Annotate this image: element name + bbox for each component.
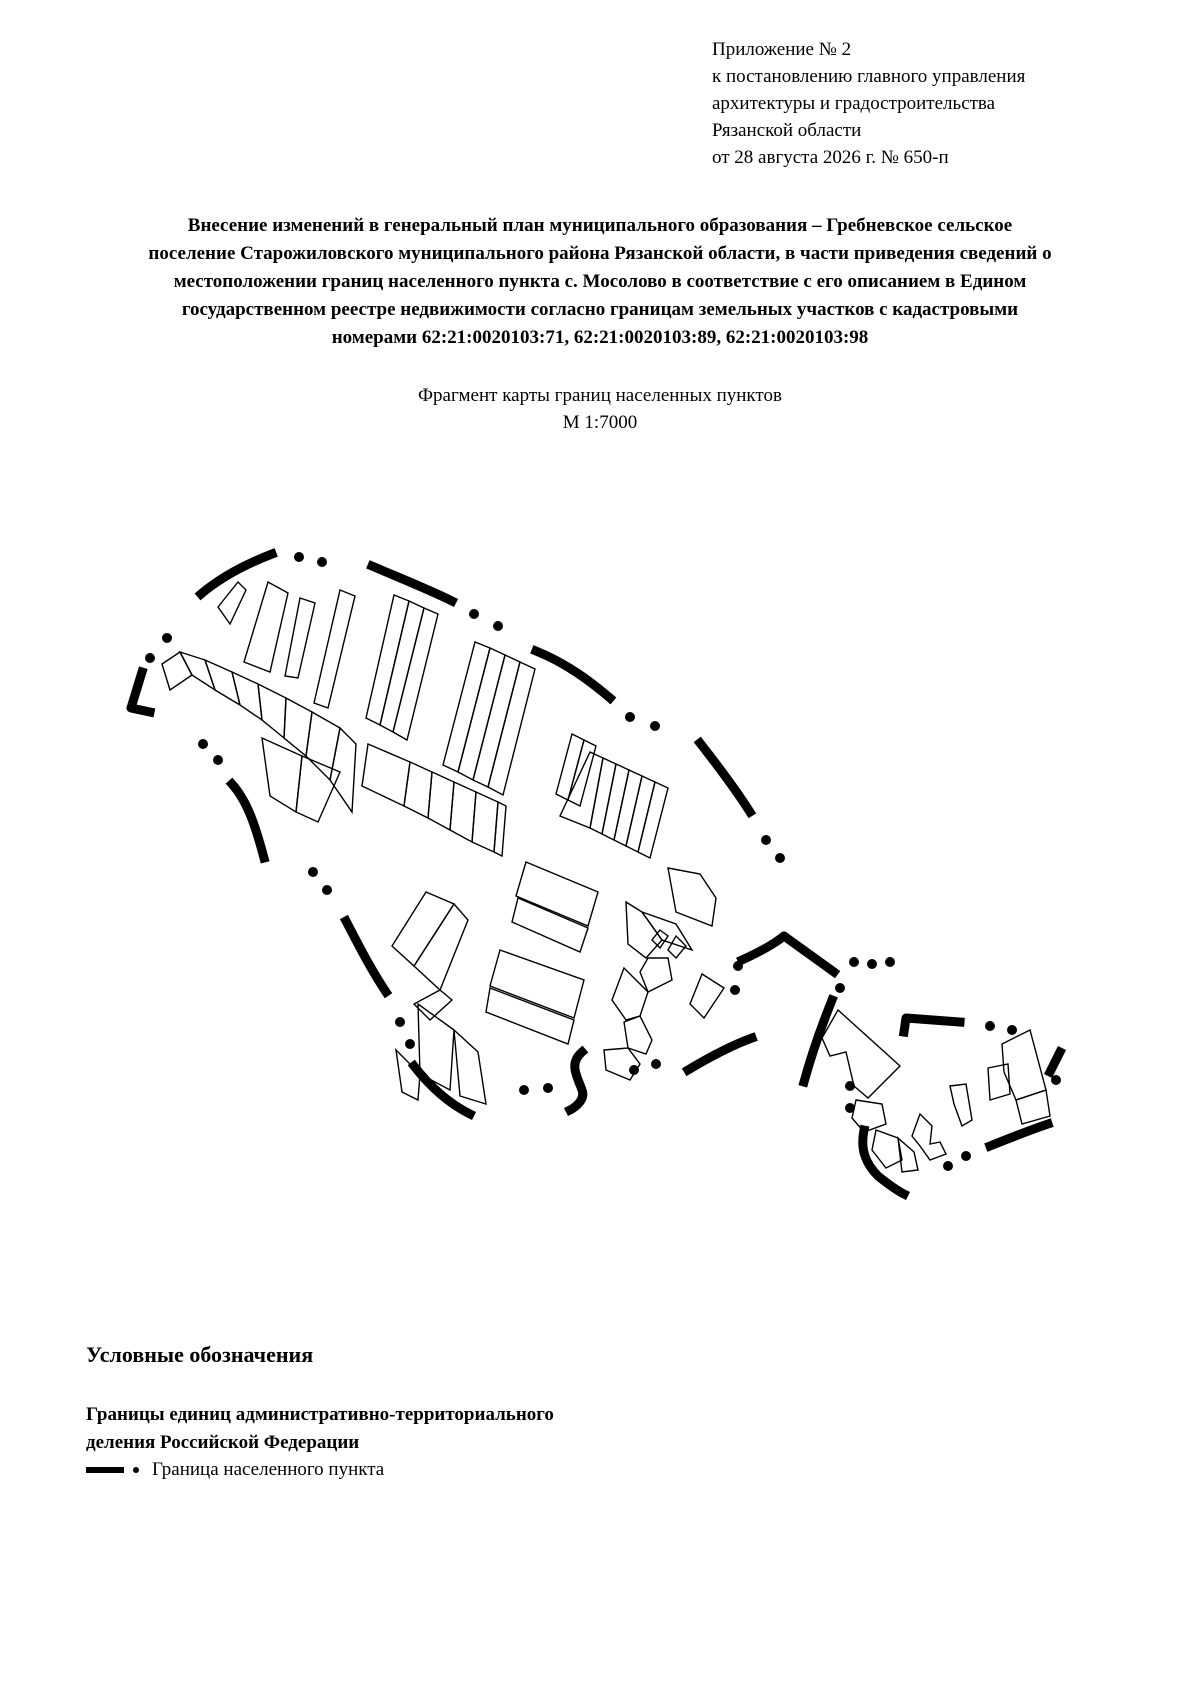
boundary-segment (990, 1124, 1048, 1146)
land-parcel (516, 862, 598, 926)
boundary-dot (519, 1085, 529, 1095)
boundary-dot (867, 959, 877, 969)
land-parcel (486, 988, 574, 1044)
land-parcel (626, 902, 662, 958)
map-caption (300, 382, 900, 436)
boundary-segment (570, 1052, 583, 1110)
boundary-dot (629, 1065, 639, 1075)
boundary-segment (201, 554, 272, 594)
land-parcel (443, 642, 490, 772)
land-parcel (244, 582, 288, 672)
title-line: поселение Старожиловского муниципального района Рязанской области, в части приведения сведений о (148, 243, 1052, 264)
boundary-dot (961, 1151, 971, 1161)
boundary-segment (700, 743, 750, 812)
land-parcel (988, 1064, 1010, 1100)
legend-group-title (86, 1401, 554, 1457)
legend-group-line: деления Российской Федерации (86, 1432, 360, 1453)
boundary-dot (845, 1103, 855, 1113)
settlement-boundary-symbol-icon (86, 1464, 142, 1476)
land-parcel (285, 598, 315, 678)
land-parcel (602, 764, 629, 840)
land-parcel (162, 652, 192, 690)
boundary-dot (730, 985, 740, 995)
land-parcel (314, 590, 355, 708)
map-scale: М 1:7000 (562, 412, 638, 433)
land-parcel (1016, 1090, 1050, 1124)
boundary-segment (742, 936, 834, 972)
boundary-dot (845, 1081, 855, 1091)
land-parcel (604, 1048, 640, 1080)
annex-block (712, 36, 1025, 171)
land-parcel (950, 1084, 972, 1126)
boundary-segment (372, 566, 452, 601)
land-parcel (380, 601, 424, 732)
boundary-dot (651, 1059, 661, 1069)
land-parcel (872, 1130, 902, 1168)
boundary-dot (322, 885, 332, 895)
title-line: государственном реестре недвижимости согласно границам земельных участков с кадастровыми (181, 299, 1019, 320)
boundary-dot (849, 957, 859, 967)
title-line: Внесение изменений в генеральный план муниципального образования – Гребневское сельское (187, 215, 1013, 236)
land-parcel (488, 662, 535, 795)
boundary-dot (162, 633, 172, 643)
land-parcel (232, 672, 262, 720)
settlement-boundary-dashes (131, 554, 1060, 1194)
boundary-segment (414, 1066, 470, 1114)
land-parcel (366, 595, 409, 725)
boundary-dot (835, 983, 845, 993)
land-parcel (392, 892, 454, 966)
land-parcel (612, 968, 648, 1020)
land-parcel (258, 684, 286, 738)
land-parcel (218, 582, 246, 624)
boundary-dot (943, 1161, 953, 1171)
legend-item-settlement-boundary (86, 1459, 384, 1481)
boundary-dot (650, 721, 660, 731)
boundary-dot (469, 609, 479, 619)
land-parcels (162, 582, 1050, 1172)
land-parcel (590, 758, 616, 834)
land-parcel (180, 652, 215, 690)
boundary-dot (1007, 1025, 1017, 1035)
boundary-dot (775, 853, 785, 863)
land-parcel (473, 655, 520, 787)
settlement-boundary-dots (145, 552, 1061, 1171)
land-parcel (262, 738, 302, 812)
land-parcel (568, 740, 596, 806)
boundary-dot (405, 1039, 415, 1049)
boundary-segment (1050, 1052, 1060, 1072)
annex-line: архитектуры и градостроительства (712, 93, 996, 114)
boundary-segment (536, 651, 610, 698)
settlement-map (0, 520, 1200, 1200)
boundary-segment (904, 1018, 960, 1032)
land-parcel (690, 974, 724, 1018)
land-parcel (668, 868, 716, 926)
boundary-dot (213, 755, 223, 765)
boundary-dot (145, 653, 155, 663)
boundary-segment (131, 672, 150, 712)
boundary-segment (232, 784, 264, 858)
land-parcel (404, 762, 432, 818)
land-parcel (912, 1114, 946, 1160)
legend-item-label: Граница населенного пункта (152, 1459, 385, 1480)
boundary-dot (733, 961, 743, 971)
boundary-dot (317, 557, 327, 567)
title-line: номерами 62:21:0020103:71, 62:21:0020103:89, 62:21:0020103:98 (331, 327, 869, 348)
boundary-segment (804, 1000, 832, 1082)
land-parcel (414, 904, 468, 990)
title-line: местоположении границ населенного пункта с. Мосолово в соответствие с его описанием в Едином (173, 271, 1027, 292)
map-fragment-label: Фрагмент карты границ населенных пунктов (418, 385, 782, 406)
land-parcel (490, 950, 584, 1018)
boundary-dot (885, 957, 895, 967)
land-parcel (652, 930, 668, 948)
annex-line: Приложение № 2 (712, 39, 852, 60)
boundary-dot (198, 739, 208, 749)
annex-line: Рязанской области (712, 120, 862, 141)
land-parcel (822, 1010, 900, 1098)
land-parcel (512, 898, 588, 952)
boundary-dot (625, 712, 635, 722)
boundary-dot (294, 552, 304, 562)
land-parcel (458, 648, 505, 780)
boundary-dot (761, 835, 771, 845)
land-parcel (494, 802, 506, 856)
boundary-dot (493, 621, 503, 631)
boundary-dot (985, 1021, 995, 1031)
boundary-dot (1051, 1075, 1061, 1085)
boundary-dot (395, 1017, 405, 1027)
boundary-dot (543, 1083, 553, 1093)
land-parcel (393, 608, 438, 740)
land-parcel (638, 782, 668, 858)
land-parcel (640, 958, 672, 992)
annex-line: к постановлению главного управления (712, 66, 1026, 87)
boundary-dot (308, 867, 318, 877)
document-title (40, 212, 1160, 352)
legend-group-line: Границы единиц административно-территориального (86, 1404, 554, 1425)
annex-line: от 28 августа 2026 г. № 650-п (712, 147, 949, 168)
land-parcel (454, 1030, 486, 1104)
boundary-segment (688, 1038, 752, 1070)
boundary-segment (346, 921, 386, 992)
land-parcel (362, 744, 410, 806)
legend-heading: Условные обозначения (86, 1342, 314, 1367)
